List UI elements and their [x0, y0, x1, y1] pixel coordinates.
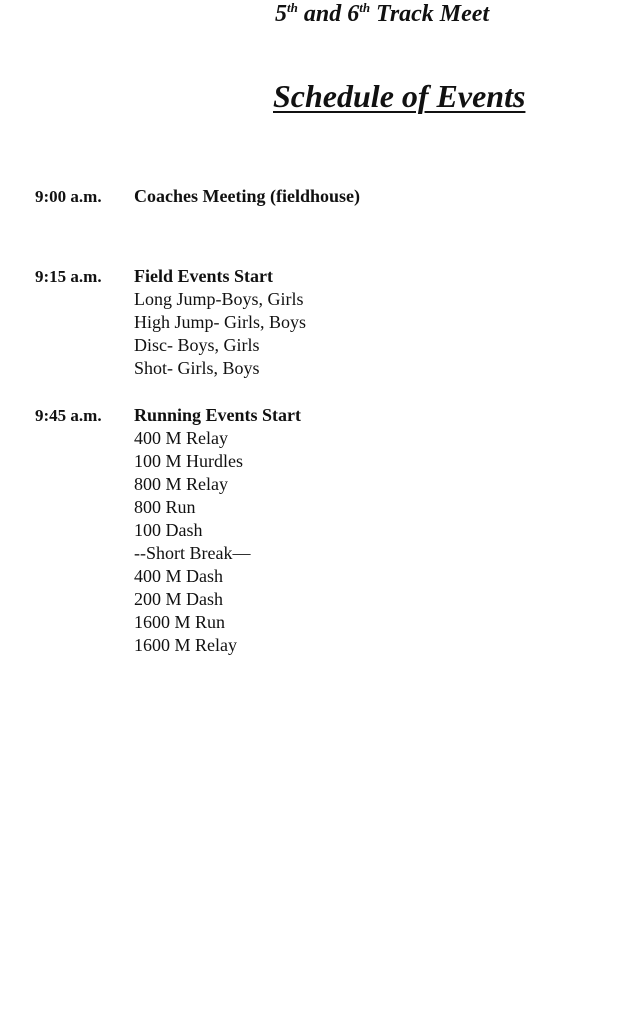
event-time: 9:45 a.m.	[35, 406, 102, 425]
event-item: Long Jump-Boys, Girls	[134, 289, 304, 309]
event-item: --Short Break—	[134, 543, 251, 563]
event-item: 1600 M Run	[134, 612, 226, 632]
event-heading: Field Events Start	[134, 266, 273, 286]
event-item: 100 M Hurdles	[134, 451, 243, 471]
meet-title-and: and	[303, 1, 342, 27]
event-item: 400 M Dash	[134, 566, 223, 586]
meet-title-suffix-2: th	[359, 0, 371, 15]
event-item: 800 M Relay	[134, 474, 228, 494]
meet-title	[275, 0, 489, 28]
event-item: Disc- Boys, Girls	[134, 335, 260, 355]
meet-title-grade-2: 6	[347, 1, 360, 27]
event-item: 1600 M Relay	[134, 635, 237, 655]
event-heading: Running Events Start	[134, 405, 302, 425]
event-time: 9:00 a.m.	[35, 187, 102, 206]
schedule-title: Schedule of Events	[273, 78, 526, 114]
event-item: 100 Dash	[134, 520, 203, 540]
event-item: High Jump- Girls, Boys	[134, 312, 307, 332]
event-item: 800 Run	[134, 497, 196, 517]
event-item: 200 M Dash	[134, 589, 223, 609]
event-item: 400 M Relay	[134, 428, 228, 448]
event-details	[134, 404, 301, 657]
event-heading: Coaches Meeting (fieldhouse)	[134, 186, 360, 206]
meet-title-suffix-1: th	[287, 0, 298, 15]
event-details	[134, 185, 360, 208]
event-time: 9:15 a.m.	[35, 267, 102, 286]
event-details	[134, 265, 306, 380]
event-item: Shot- Girls, Boys	[134, 358, 260, 378]
meet-title-grade-1: 5	[275, 1, 287, 27]
meet-title-rest: Track Meet	[376, 1, 490, 27]
